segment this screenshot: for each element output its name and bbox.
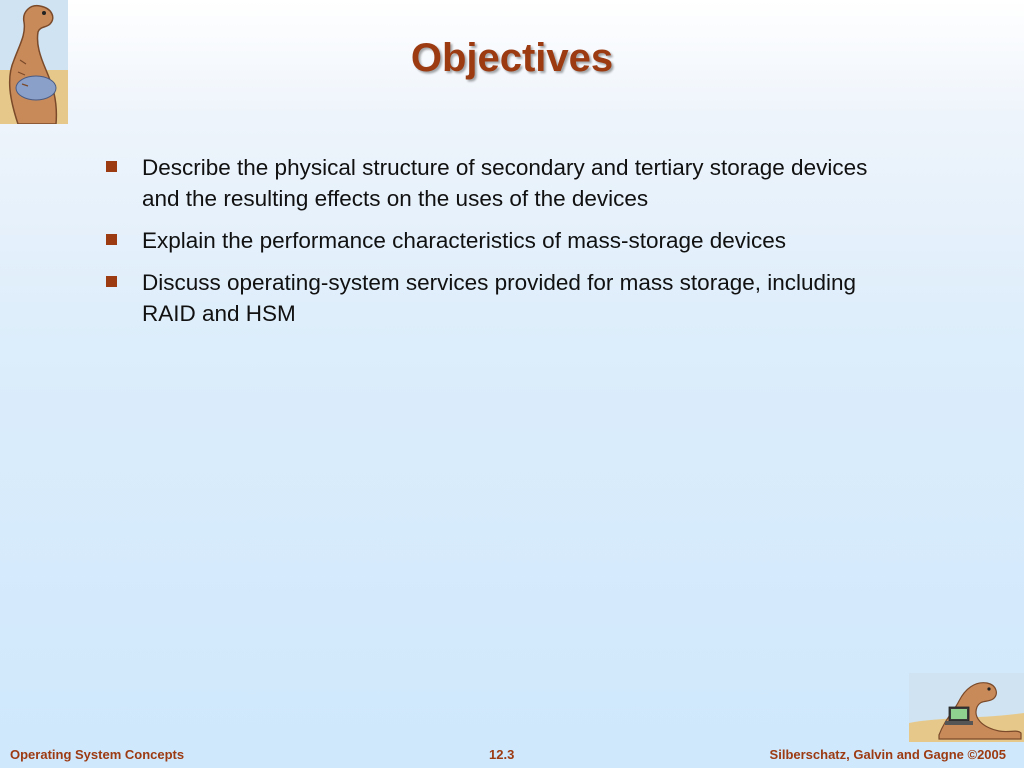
bullet-text: Explain the performance characteristics of mass-storage devices: [142, 228, 787, 253]
bullet-list: [104, 152, 894, 340]
footer-slide-number: 12.3: [489, 747, 515, 762]
bullet-item: [104, 225, 894, 256]
dinosaur-laptop-icon: [909, 673, 1024, 742]
footer-copyright: Silberschatz, Galvin and Gagne ©2005: [769, 747, 1006, 762]
bullet-square-icon: [106, 234, 117, 245]
bullet-item: [104, 267, 894, 329]
footer-course-title: Operating System Concepts: [10, 747, 185, 762]
slide-title: Objectives: [410, 36, 614, 80]
bullet-item: [104, 152, 894, 214]
bullet-square-icon: [106, 161, 117, 172]
bullet-square-icon: [106, 276, 117, 287]
bullet-text: Describe the physical structure of secondary and tertiary storage devices and the resulting effects on the uses of the devices: [142, 155, 868, 211]
bullet-text: Discuss operating-system services provided for mass storage, including RAID and HSM: [142, 270, 857, 326]
